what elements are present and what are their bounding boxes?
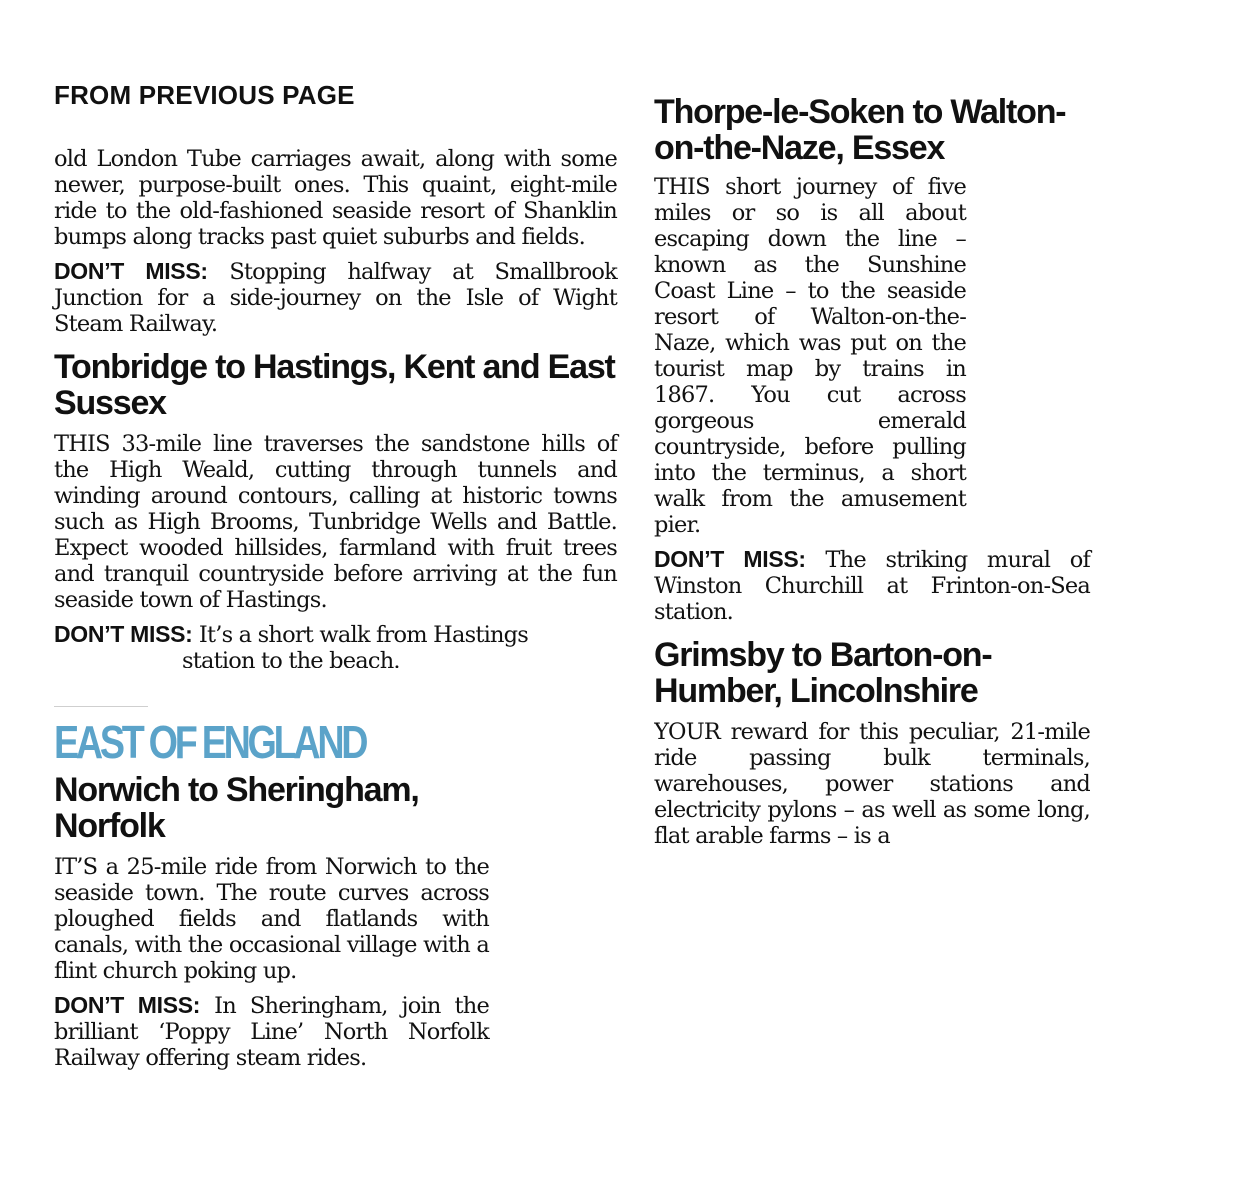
continued-body-text: old London Tube carriages await, along with some newer, purpose-built ones. This quaint, eight-mile ride to the old-fashioned seaside resort of Shanklin bumps along tracks past quiet suburbs and fields. — [54, 146, 617, 250]
norwich-heading: Norwich to Sheringham, Norfolk — [54, 771, 419, 845]
norwich-dont-miss — [54, 992, 489, 1071]
dont-miss-tail-text: station to the beach. — [182, 648, 400, 668]
norwich-body: IT’S a 25-mile ride from Norwich to the seaside town. The route curves across ploughed fields and flatlands with canals, with the occasional village with a flint church poking up. — [54, 854, 489, 984]
grimsby-body: YOUR reward for this peculiar, 21-mile ride passing bulk terminals, warehouses, power stations and electricity pylons – as well as some long, flat arable farms – is a — [654, 719, 1090, 849]
region-heading: EAST OF ENGLAND — [54, 716, 366, 768]
tonbridge-heading: Tonbridge to Hastings, Kent and East Sussex — [54, 348, 615, 422]
divider-rule — [54, 706, 148, 707]
left-column — [54, 146, 617, 668]
dont-miss-text: It’s a short walk from Hastings — [198, 622, 529, 648]
continued-dont-miss — [54, 258, 617, 337]
thorpe-heading: Thorpe-le-Soken to Walton-on-the-Naze, Essex — [654, 93, 1066, 167]
east-of-england-section — [54, 716, 489, 1071]
tonbridge-dont-miss — [54, 621, 617, 648]
dont-miss-text: Stopping halfway at Smallbrook Junction for a side-journey on the Isle of Wight Steam Railway. — [54, 259, 617, 337]
right-column — [654, 94, 1090, 849]
dont-miss-text: In Sheringham, join the brilliant ‘Poppy Line’ North Norfolk Railway offering steam rides. — [54, 993, 490, 1071]
tonbridge-dont-miss-tail — [54, 648, 617, 668]
dont-miss-label: DON’T MISS: — [54, 992, 201, 1018]
thorpe-dont-miss — [654, 546, 1090, 625]
dont-miss-label: DON’T MISS: — [54, 621, 193, 647]
grimsby-body-crop — [654, 719, 1090, 849]
continued-from-label: FROM PREVIOUS PAGE — [54, 80, 355, 110]
dont-miss-label: DON’T MISS: — [654, 546, 806, 572]
dont-miss-label: DON’T MISS: — [54, 258, 208, 284]
grimsby-heading: Grimsby to Barton-on-Humber, Lincolnshire — [654, 636, 992, 710]
continued-body — [54, 146, 617, 250]
thorpe-body: THIS short journey of five miles or so is all about escaping down the line – known as the Sunshine Coast Line – to the seaside resort of Walton-on-the-Naze, which was put on the tourist map by trains in 1867. You cut across gorgeous emerald countryside, before pulling into the terminus, a short walk from the amusement pier. — [654, 174, 966, 538]
tonbridge-body: THIS 33-mile line traverses the sandstone hills of the High Weald, cutting through tunnels and winding around contours, calling at historic towns such as High Brooms, Tunbridge Wells and Battle. Expect wooded hillsides, farmland with fruit trees and tranquil countryside before arriving at the fun seaside town of Hastings. — [54, 431, 617, 613]
dont-miss-text: The striking mural of Winston Churchill at Frinton-on-Sea station. — [654, 547, 1091, 625]
